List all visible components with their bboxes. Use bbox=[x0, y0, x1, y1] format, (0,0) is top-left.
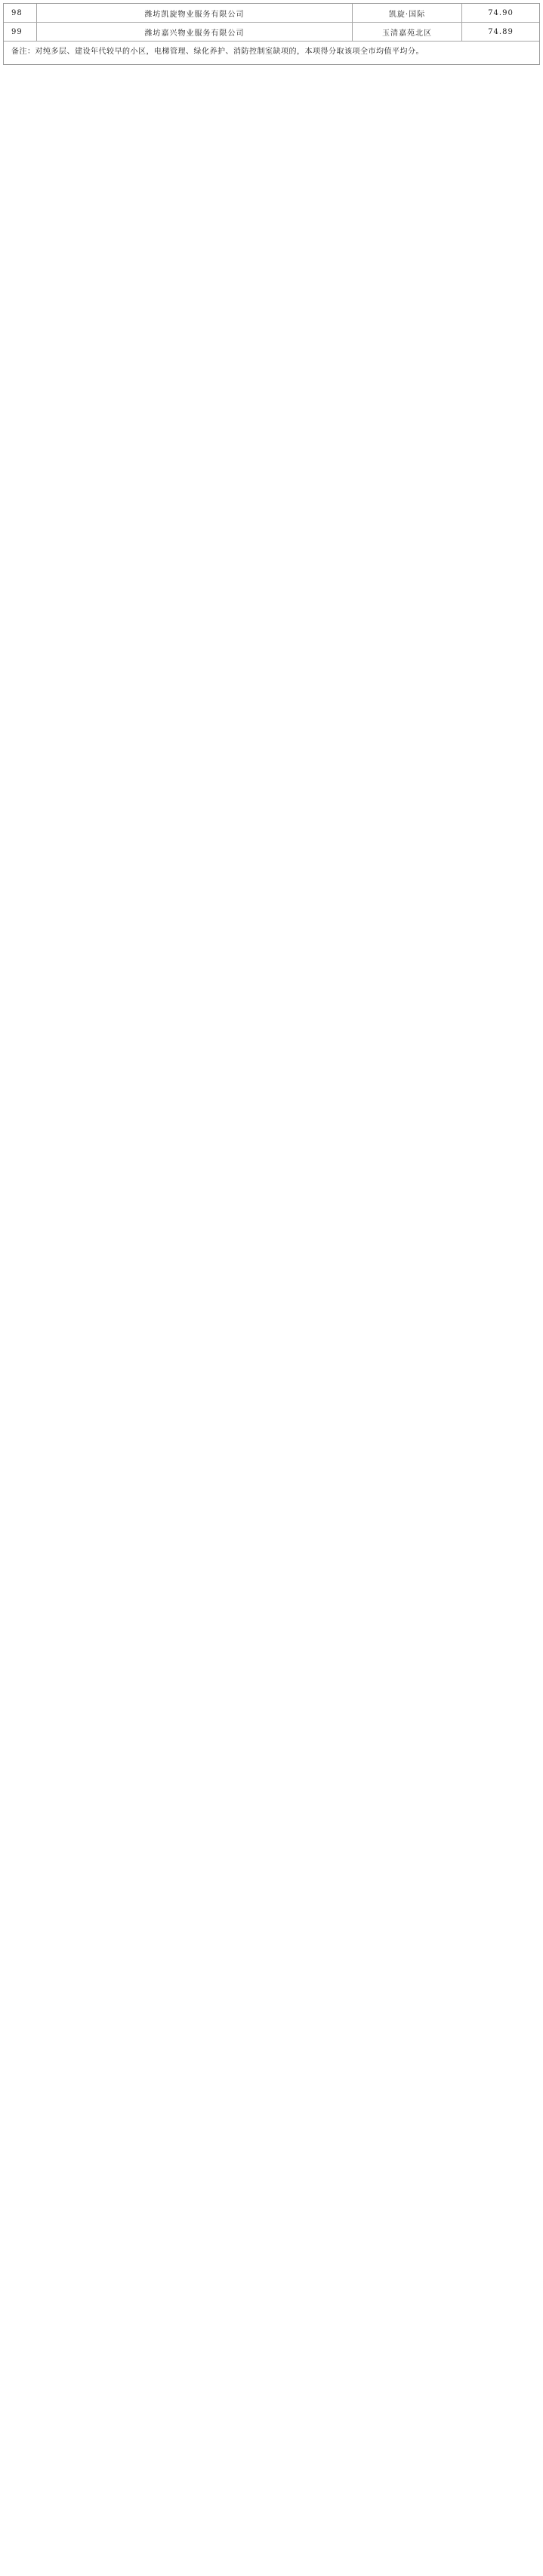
project-cell: 凯旋·国际 bbox=[353, 4, 462, 22]
table-body bbox=[4, 4, 539, 41]
ranking-table bbox=[3, 3, 540, 65]
table-row bbox=[4, 4, 539, 23]
rank-cell: 99 bbox=[4, 23, 37, 41]
score-cell: 74.89 bbox=[488, 27, 514, 36]
company-cell: 潍坊凯旋物业服务有限公司 bbox=[37, 4, 353, 22]
company-cell: 潍坊嘉兴物业服务有限公司 bbox=[37, 23, 353, 41]
project-cell: 玉清嘉苑北区 bbox=[353, 23, 462, 41]
table-footnote: 备注：对纯多层、建设年代较早的小区，电梯管理、绿化养护、消防控制室缺项的，本项得分取该项全市均值平均分。 bbox=[4, 41, 539, 64]
score-cell: 74.90 bbox=[488, 8, 514, 17]
rank-cell: 98 bbox=[4, 4, 37, 22]
table-row bbox=[4, 23, 539, 41]
